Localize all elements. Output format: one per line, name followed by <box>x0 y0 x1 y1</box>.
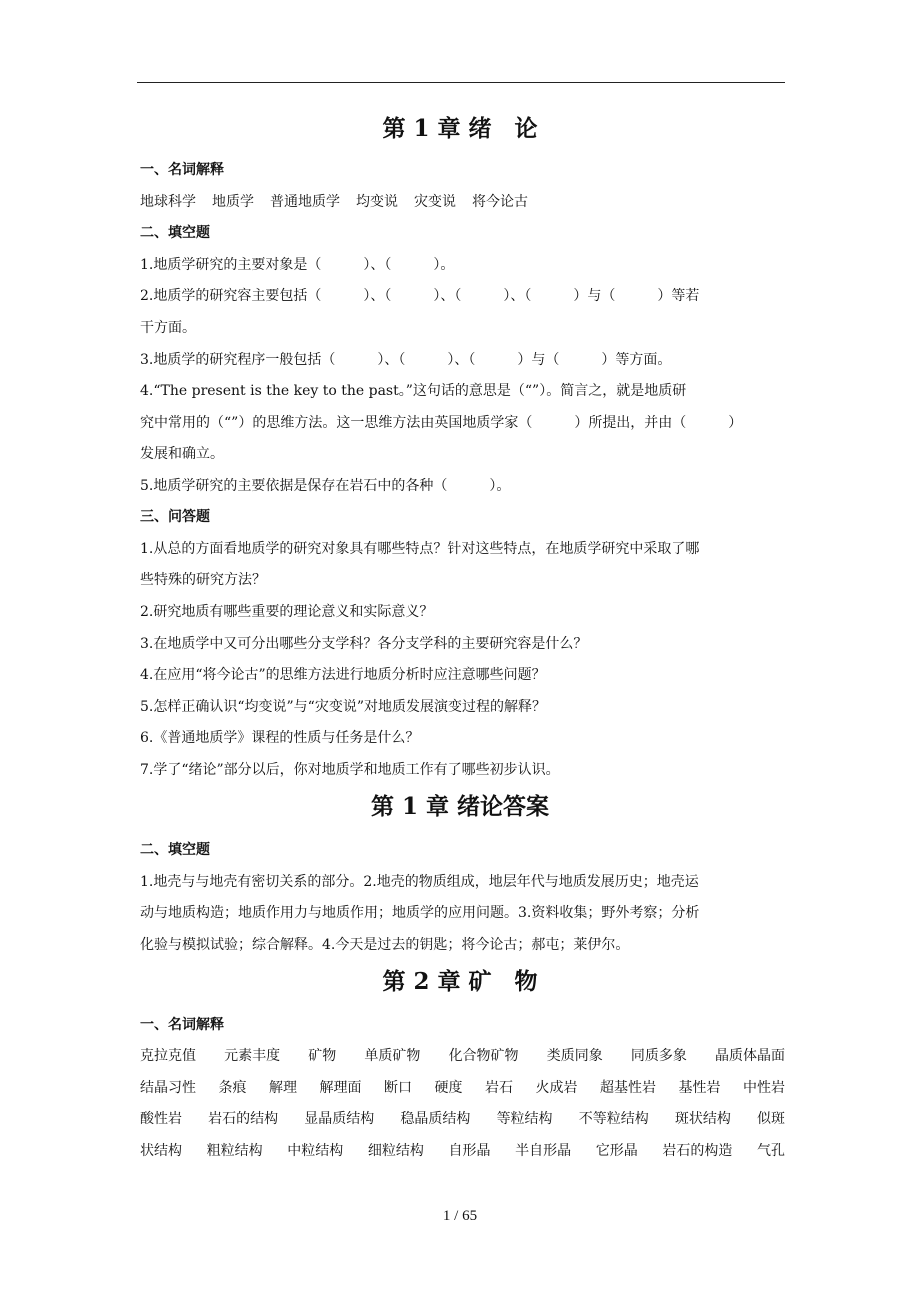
term-row <box>140 1078 785 1098</box>
question-line: 发展和确立。 <box>140 446 224 462</box>
section-heading-terms: 一、名词解释 <box>140 1017 224 1033</box>
question-line: 干方面。 <box>140 320 196 336</box>
section-heading-terms: 一、名词解释 <box>140 162 224 178</box>
term: 酸性岩 <box>140 1111 182 1127</box>
question-line: 1.地质学研究的主要对象是（ ）、（ ）。 <box>140 257 455 273</box>
term: 稳晶质结构 <box>400 1111 471 1127</box>
question-line: 7.学了“绪论”部分以后，你对地质学和地质工作有了哪些初步认识。 <box>140 762 560 778</box>
term: 岩石的构造 <box>662 1143 733 1159</box>
answer-line: 1.地壳与与地壳有密切关系的部分。2.地壳的物质组成，地层年代与地质发展历史；地壳运 <box>140 874 699 890</box>
term: 不等粒结构 <box>578 1111 649 1127</box>
term: 地质学 <box>212 194 254 210</box>
page-number: 1 / 65 <box>442 1208 478 1224</box>
answer-line: 动与地质构造；地质作用力与地质作用；地质学的应用问题。3.资料收集；野外考察；分析 <box>140 905 700 921</box>
header-rule <box>137 82 785 83</box>
term-row <box>140 1046 785 1066</box>
term: 断口 <box>384 1080 412 1096</box>
question-line: 3.在地质学中又可分出哪些分支学科？各分支学科的主要研究容是什么？ <box>140 636 588 652</box>
answer-line: 化验与模拟试验；综合解释。4.今天是过去的钥匙；将今论古；郝屯；莱伊尔。 <box>140 937 630 953</box>
term: 等粒结构 <box>496 1111 553 1127</box>
term: 基性岩 <box>678 1080 721 1096</box>
term: 细粒结构 <box>367 1143 424 1159</box>
term: 结晶习性 <box>140 1080 196 1096</box>
term: 克拉克值 <box>140 1048 196 1064</box>
term: 岩石 <box>485 1080 513 1096</box>
chapter-2-title: 第 2 章 矿 物 <box>382 968 538 995</box>
term: 类质同象 <box>546 1048 603 1064</box>
term: 元素丰度 <box>224 1048 281 1064</box>
term: 解理 <box>269 1080 297 1096</box>
term-row <box>140 1141 785 1161</box>
question-line: 2.地质学的研究容主要包括（ ）、（ ）、（ ）、（ ）与（ ）等若 <box>140 288 700 304</box>
question-line: 4.在应用“将今论古”的思维方法进行地质分析时应注意哪些问题？ <box>140 667 546 683</box>
question-line: 些特殊的研究方法？ <box>140 572 266 588</box>
question-line: 2.研究地质有哪些重要的理论意义和实际意义？ <box>140 604 434 620</box>
term: 硬度 <box>434 1080 463 1096</box>
term: 均变说 <box>356 194 398 210</box>
term: 中粒结构 <box>287 1143 344 1159</box>
term: 中性岩 <box>743 1080 785 1096</box>
question-line: 1.从总的方面看地质学的研究对象具有哪些特点？针对这些特点，在地质学研究中采取了哪 <box>140 541 700 557</box>
question-line: 究中常用的（“”）的思维方法。这一思维方法由英国地质学家（ ）所提出，并由（ ） <box>140 415 743 431</box>
term: 岩石的结构 <box>208 1111 279 1127</box>
term: 将今论古 <box>472 194 528 210</box>
term: 晶质体晶面 <box>714 1048 785 1064</box>
question-line: 5.地质学研究的主要依据是保存在岩石中的各种（ ）。 <box>140 478 511 494</box>
section-heading-qa: 三、问答题 <box>140 509 210 525</box>
term: 条痕 <box>218 1080 247 1096</box>
term: 似斑 <box>756 1111 785 1127</box>
term-list <box>140 192 528 212</box>
term: 超基性岩 <box>600 1080 656 1096</box>
term: 它形晶 <box>595 1143 638 1159</box>
term: 地球科学 <box>140 194 196 210</box>
question-line: 5.怎样正确认识“均变说”与“灾变说”对地质发展演变过程的解释？ <box>140 699 546 715</box>
term: 化合物矿物 <box>448 1048 519 1064</box>
term: 单质矿物 <box>364 1048 421 1064</box>
chapter-1-title: 第 1 章 绪 论 <box>382 115 538 142</box>
term-row <box>140 1109 785 1129</box>
term: 气孔 <box>757 1143 785 1159</box>
chapter-1-answers-title: 第 1 章 绪论答案 <box>370 793 550 820</box>
term: 矿物 <box>308 1048 337 1064</box>
term: 火成岩 <box>535 1080 578 1096</box>
term: 斑状结构 <box>674 1111 731 1127</box>
term: 半自形晶 <box>515 1143 572 1159</box>
term: 解理面 <box>319 1080 362 1096</box>
term: 普通地质学 <box>270 194 340 210</box>
term: 状结构 <box>140 1143 182 1159</box>
term: 灾变说 <box>414 194 456 210</box>
question-line: 4.“The present is the key to the past。”这句话的意思是（“”）。简言之，就是地质研 <box>140 383 687 399</box>
term: 自形晶 <box>448 1143 491 1159</box>
section-heading-fill-answers: 二、填空题 <box>140 842 210 858</box>
term: 粗粒结构 <box>206 1143 263 1159</box>
term: 显晶质结构 <box>304 1111 375 1127</box>
question-line: 6.《普通地质学》课程的性质与任务是什么？ <box>140 730 420 746</box>
term: 同质多象 <box>630 1048 687 1064</box>
question-line: 3.地质学的研究程序一般包括（ ）、（ ）、（ ）与（ ）等方面。 <box>140 352 672 368</box>
section-heading-fill: 二、填空题 <box>140 225 210 241</box>
